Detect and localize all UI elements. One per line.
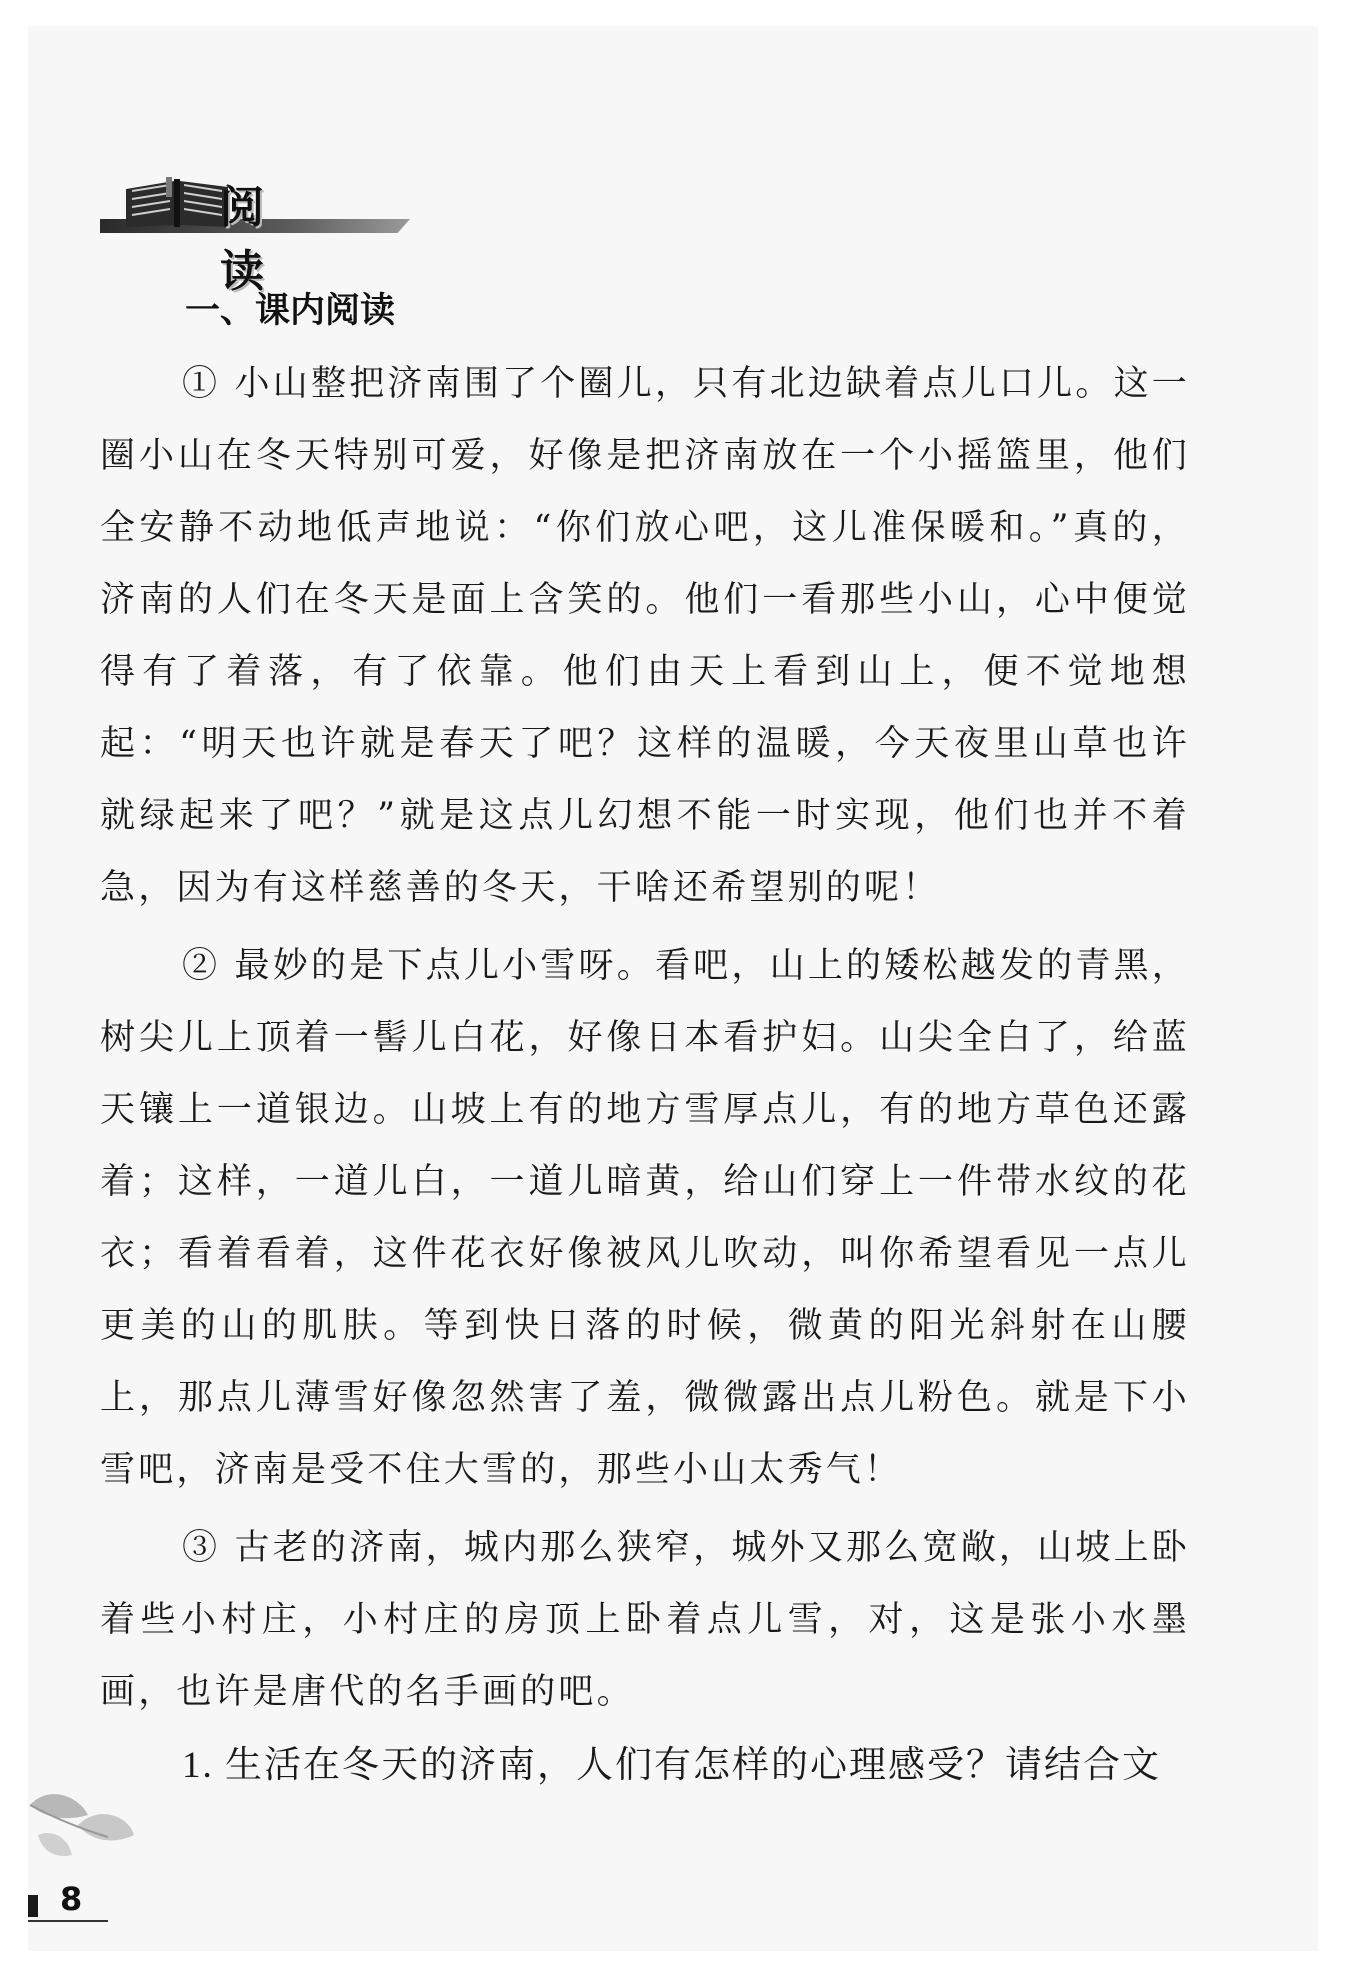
banner-title: 阅 读 — [220, 182, 294, 297]
page-number: 8 — [60, 1880, 83, 1918]
passage-paragraph-3: ③ 古老的济南，城内那么狭窄，城外又那么宽敞，山坡上卧着些小村庄，小村庄的房顶上卧着点儿雪，对，这是张小水墨画，也许是唐代的名手画的吧。 — [100, 1528, 1190, 1712]
section-banner — [100, 175, 410, 297]
leaf-decoration-icon — [28, 1785, 138, 1875]
open-book-icon — [122, 177, 232, 229]
passage-paragraph-1: ① 小山整把济南围了个圈儿，只有北边缺着点儿口儿。这一圈小山在冬天特别可爱，好像是把济南放在一个小摇篮里，他们全安静不动地低声地说：“你们放心吧，这儿准保暖和。”真的，济南的人们在冬天是面上含笑的。他们一看那些小山，心中便觉得有了着落，有了依靠。他们由天上看到山上，便不觉地想起：“明天也许就是春天了吧？这样的温暖，今天夜里山草也许就绿起来了吧？”就是这点儿幻想不能一时实现，他们也并不着急，因为有这样慈善的冬天，干啥还希望别的呢！ — [100, 364, 1190, 908]
page-number-rule — [28, 1920, 108, 1922]
page-marker — [28, 1895, 38, 1917]
passage-paragraph-2: ② 最妙的是下点儿小雪呀。看吧，山上的矮松越发的青黑，树尖儿上顶着一髻儿白花，好像日本看护妇。山尖全白了，给蓝天镶上一道银边。山坡上有的地方雪厚点儿，有的地方草色还露着；这样，一道儿白，一道儿暗黄，给山们穿上一件带水纹的花衣；看着看着，这件花衣好像被风儿吹动，叫你希望看见一点儿更美的山的肌肤。等到快日落的时候，微黄的阳光斜射在山腰上，那点儿薄雪好像忽然害了羞，微微露出点儿粉色。就是下小雪吧，济南是受不住大雪的，那些小山太秀气！ — [100, 946, 1190, 1490]
section-heading: 一、课内阅读 — [185, 291, 396, 331]
question-1: 1. 生活在冬天的济南，人们有怎样的心理感受？请结合文 — [182, 1745, 1161, 1786]
